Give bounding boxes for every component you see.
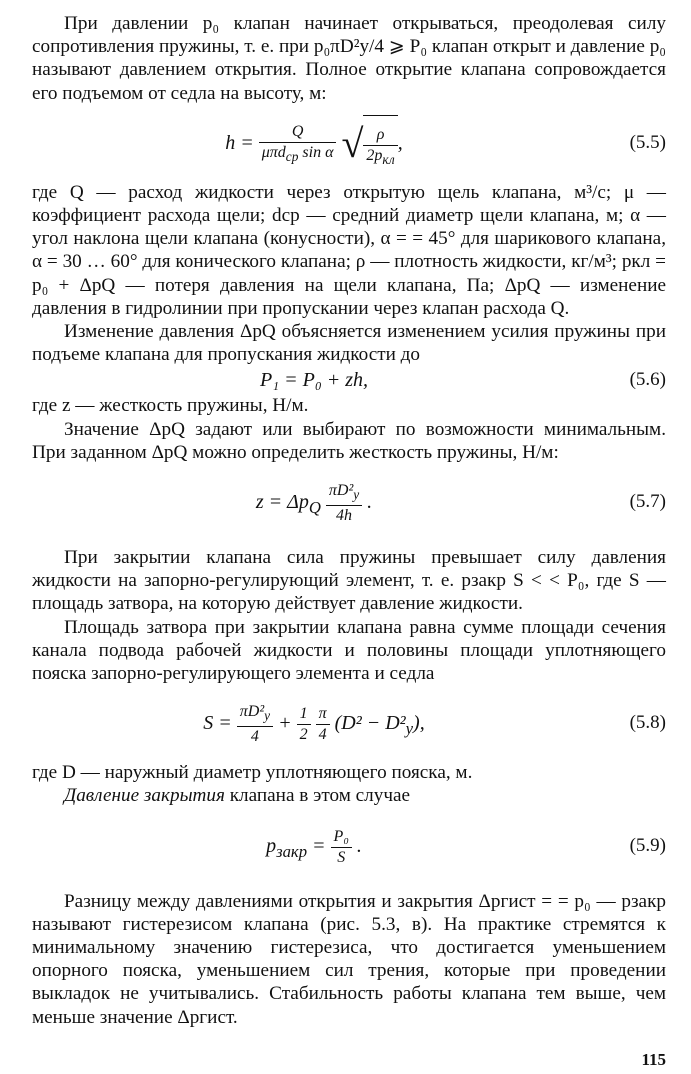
paragraph-definitions: где Q — расход жидкости через открытую щель клапана, м³/с; μ — коэффициент расхода щели; dср — средний диаметр щели клапана, м; α — угол наклона щели клапана (конусности), α = = 45° для шарикового клапана, α = 30 … 60° для конического клапана; ρ — плотность жидкости, кг/м³; pкл = p₀ + ΔpQ — потеря давления на щели клапана, Па; ΔpQ — изменение давления в гидролинии при пропускании через клапан расхода Q. [32,181,666,319]
equation-5-5 [32,115,666,171]
paragraph-pressure-change: Изменение давления ΔpQ объясняется изменением усилия пружины при подъеме клапана для пропускания жидкости до [32,321,666,366]
paragraph-closing-force: При закрытии клапана сила пружины превышает силу давления жидкости на запорно-регулирующий элемент, т. е. pзакр S < < P₀, где S — площадь затвора, на которую действует давление жидкости. [32,547,666,615]
equation-5-9 [32,818,666,874]
paragraph-hysteresis: Разницу между давлениями открытия и закрытия Δpгист = = p₀ — pзакр называют гистерезисом клапана (рис. 5.3, в). На практике стремятся к минимальному значению гистерезиса, что достигается уменьшением опорного пояска, уменьшением сил трения, которые при проведении выкладок не учитывались. Стабильность работы клапана тем выше, чем меньше значение Δpгист. [32,890,666,1028]
equation-number: (5.7) [629,491,666,513]
formula-5-7: $z = \Delta p_Q$ $\frac{\pi D^2_у}{4h}$ . [255,481,373,525]
equation-number: (5.8) [629,712,666,734]
paragraph-opening-pressure: При давлении p₀ клапан начинает открываться, преодолевая силу сопротивления пружины, т. е. при p₀πD²у/4 ⩾ P₀ клапан открыт и давление p₀ называют давлением открытия. Полное открытие клапана сопровождается его подъемом от седла на высоту, м: [32,13,666,104]
equation-number: (5.6) [629,369,666,391]
formula-5-8: S = $\frac{\pi D^2_у}{4}$ + $\frac{1}{2}$ $\frac{\pi}{4}$ $(D^2 - D^2_у)$, [203,703,425,746]
equation-5-8 [32,695,666,751]
formula-5-9: $p_{закр}$ = $\frac{\text{P₀}}{S}$ . [266,827,362,866]
term-closing-pressure: Давление закрытия [64,785,225,807]
equation-5-7 [32,474,666,530]
equation-number: (5.5) [629,131,666,153]
formula-5-5: h = $\frac{Q}{\mu\pi d_{ср} \sin \alpha}$ √ $\frac{\rho}{2p_{кл}}$ , [32,115,596,174]
text-column [32,12,666,1029]
paragraph-gate-area: Площадь затвора при закрытии клапана равна сумме площади сечения канала подвода рабочей жидкости и половины площади уплотняющего пояска запорно-регулирующего элемента и седла [32,616,666,685]
formula-5-6: P₁ = P₀ + zh, [259,369,369,392]
page-number: 115 [641,1050,666,1069]
paragraph-stiffness-def: где z — жесткость пружины, Н/м. [32,395,309,417]
equation-number: (5.9) [629,834,666,856]
equation-5-6 [32,366,666,394]
paragraph-outer-diameter: где D — наружный диаметр уплотняющего пояска, м. [32,762,473,784]
paragraph-closing-pressure: Давление закрытия клапана в этом случае [64,785,411,807]
paragraph-minimal-value: Значение ΔpQ задают или выбирают по возможности минимальным. При заданном ΔpQ можно определить жесткость пружины, Н/м: [32,418,666,463]
